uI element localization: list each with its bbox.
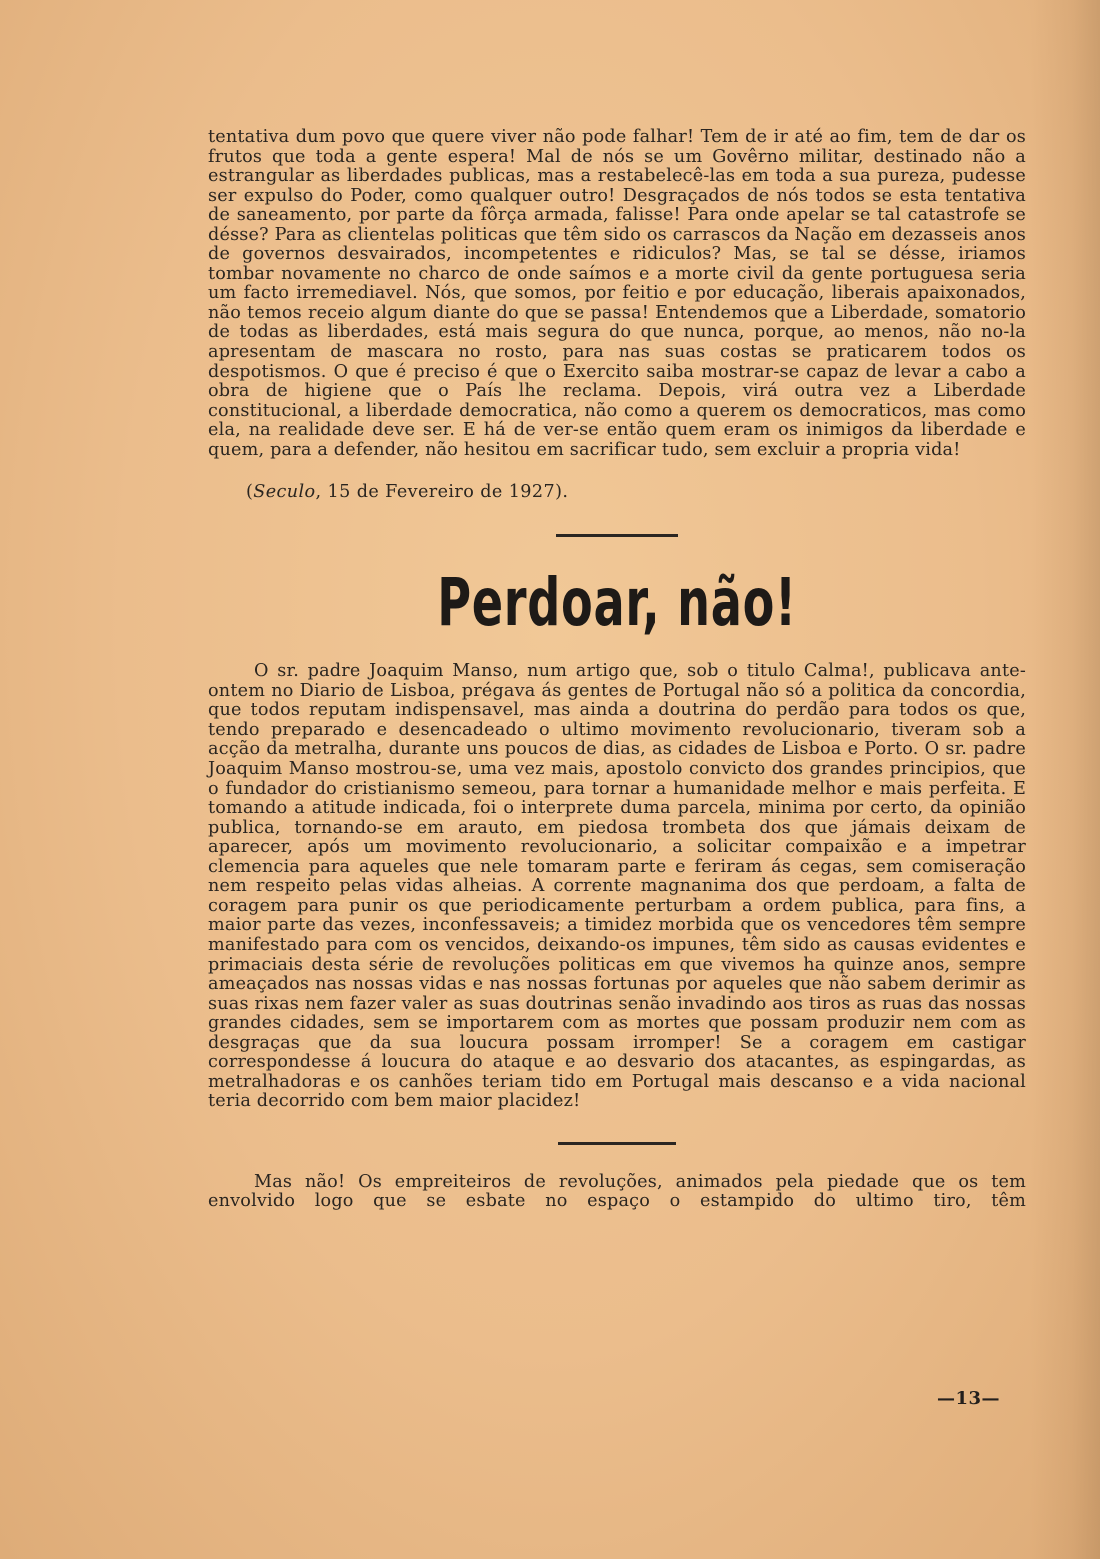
headline-spacer	[208, 641, 1026, 662]
section-divider	[556, 534, 678, 537]
paragraph-divider	[558, 1142, 676, 1145]
article-one-signature	[246, 482, 1026, 502]
signature-source: Seculo	[253, 482, 316, 503]
page-edge-shading	[1030, 0, 1100, 1559]
article-two-body: O sr. padre Joaquim Manso, num artigo que, sob o titulo Calma!, publicava ante-ontem no Diario de Lisboa, prégava ás gentes de Portugal não só a politica da concordia, que todos reputam indispensavel, mas ainda a doutrina do perdão para todos os que, tendo preparado e desencadeado o ultimo movimento revolucionario, tiveram sob a acção da metralha, durante uns poucos de dias, as cidades de Lisboa e Porto. O sr. padre Joaquim Manso mostrou-se, uma vez mais, apostolo convicto dos grandes principios, que o fundador do cristianismo semeou, para tornar a humanidade melhor e mais perfeita. E tomando a atitude indicada, foi o interprete duma parcela, minima por certo, da opinião publica, tornando-se em arauto, em piedosa trombeta dos que jámais deixam de aparecer, após um movimento revolucionario, a solicitar compaixão e a impetrar clemencia para aqueles que nele tomaram parte e feriram ás cegas, sem comiseração nem respeito pelas vidas alheias. A corrente magnanima dos que perdoam, a falta de coragem para punir os que periodicamente perturbam a ordem publica, para fins, a maior parte das vezes, inconfessaveis; a timidez morbida que os vencedores têm sempre manifestado para com os vencidos, deixando-os impunes, têm sido as causas evidentes e primaciais desta série de revoluções politicas em que vivemos ha quinze anos, sempre ameaçados nas nossas vidas e nas nossas fortunas por aqueles que não sabem derimir as suas rixas nem fazer valer as suas doutrinas senão invadindo aos tiros as ruas das nossas grandes cidades, sem se importarem com as mortes que possam produzir nem com as desgraças que da sua loucura possam irromper! Se a coragem em castigar correspondesse á loucura do ataque e ao desvario dos atacantes, as espingardas, as metralhadoras e os canhões teriam tido em Portugal mais descanso e a vida nacional teria decorrido com bem maior placidez!	[208, 661, 1026, 1112]
article-two-closing-paragraph: Mas não! Os empreiteiros de revoluções, animados pela piedade que os tem envolvido logo que se esbate no espaço o estampido do ultimo tiro, têm	[208, 1171, 1026, 1212]
signature-open-paren: (	[246, 482, 254, 503]
text-column	[208, 128, 1026, 1212]
article-one-paragraph: tentativa dum povo que quere viver não pode falhar! Tem de ir até ao fim, tem de dar os frutos que toda a gente espera! Mal de nós se um Govêrno militar, destinado não a estrangular as liberdades publicas, mas a restabelecê-las em toda a sua pureza, pudesse ser expulso do Poder, como qualquer outro! Desgraçados de nós todos se esta tentativa de saneamento, por parte da fôrça armada, falisse! Para onde apelar se tal catastrofe se désse? Para as clientelas politicas que têm sido os carrascos da Nação em dezasseis anos de governos desvairados, incompetentes e ridiculos? Mas, se tal se désse, iriamos tombar novamente no charco de onde saímos e a morte civil da gente portuguesa seria um facto irremediavel. Nós, que somos, por feitio e por educação, liberais apaixonados, não temos receio algum diante do que se passa! Entendemos que a Liberdade, somatorio de todas as liberdades, está mais segura do que nunca, porque, ao menos, não no-la apresentam de mascara no rosto, para nas suas costas se praticarem todos os despotismos. O que é preciso é que o Exercito saiba mostrar-se capaz de levar a cabo a obra de higiene que o País lhe reclama. Depois, virá outra vez a Liberdade constitucional, a liberdade democratica, não como a querem os democraticos, mas como ela, na realidade deve ser. E há de ver-se então quem eram os inimigos da liberdade e quem, para a defender, não hesitou em sacrificar tudo, sem excluir a propria vida!	[208, 127, 1026, 460]
signature-date: , 15 de Fevereiro de 1927).	[315, 482, 569, 503]
page-number: —13—	[937, 1388, 1001, 1409]
article-headline: Perdoar, não!	[437, 564, 797, 642]
